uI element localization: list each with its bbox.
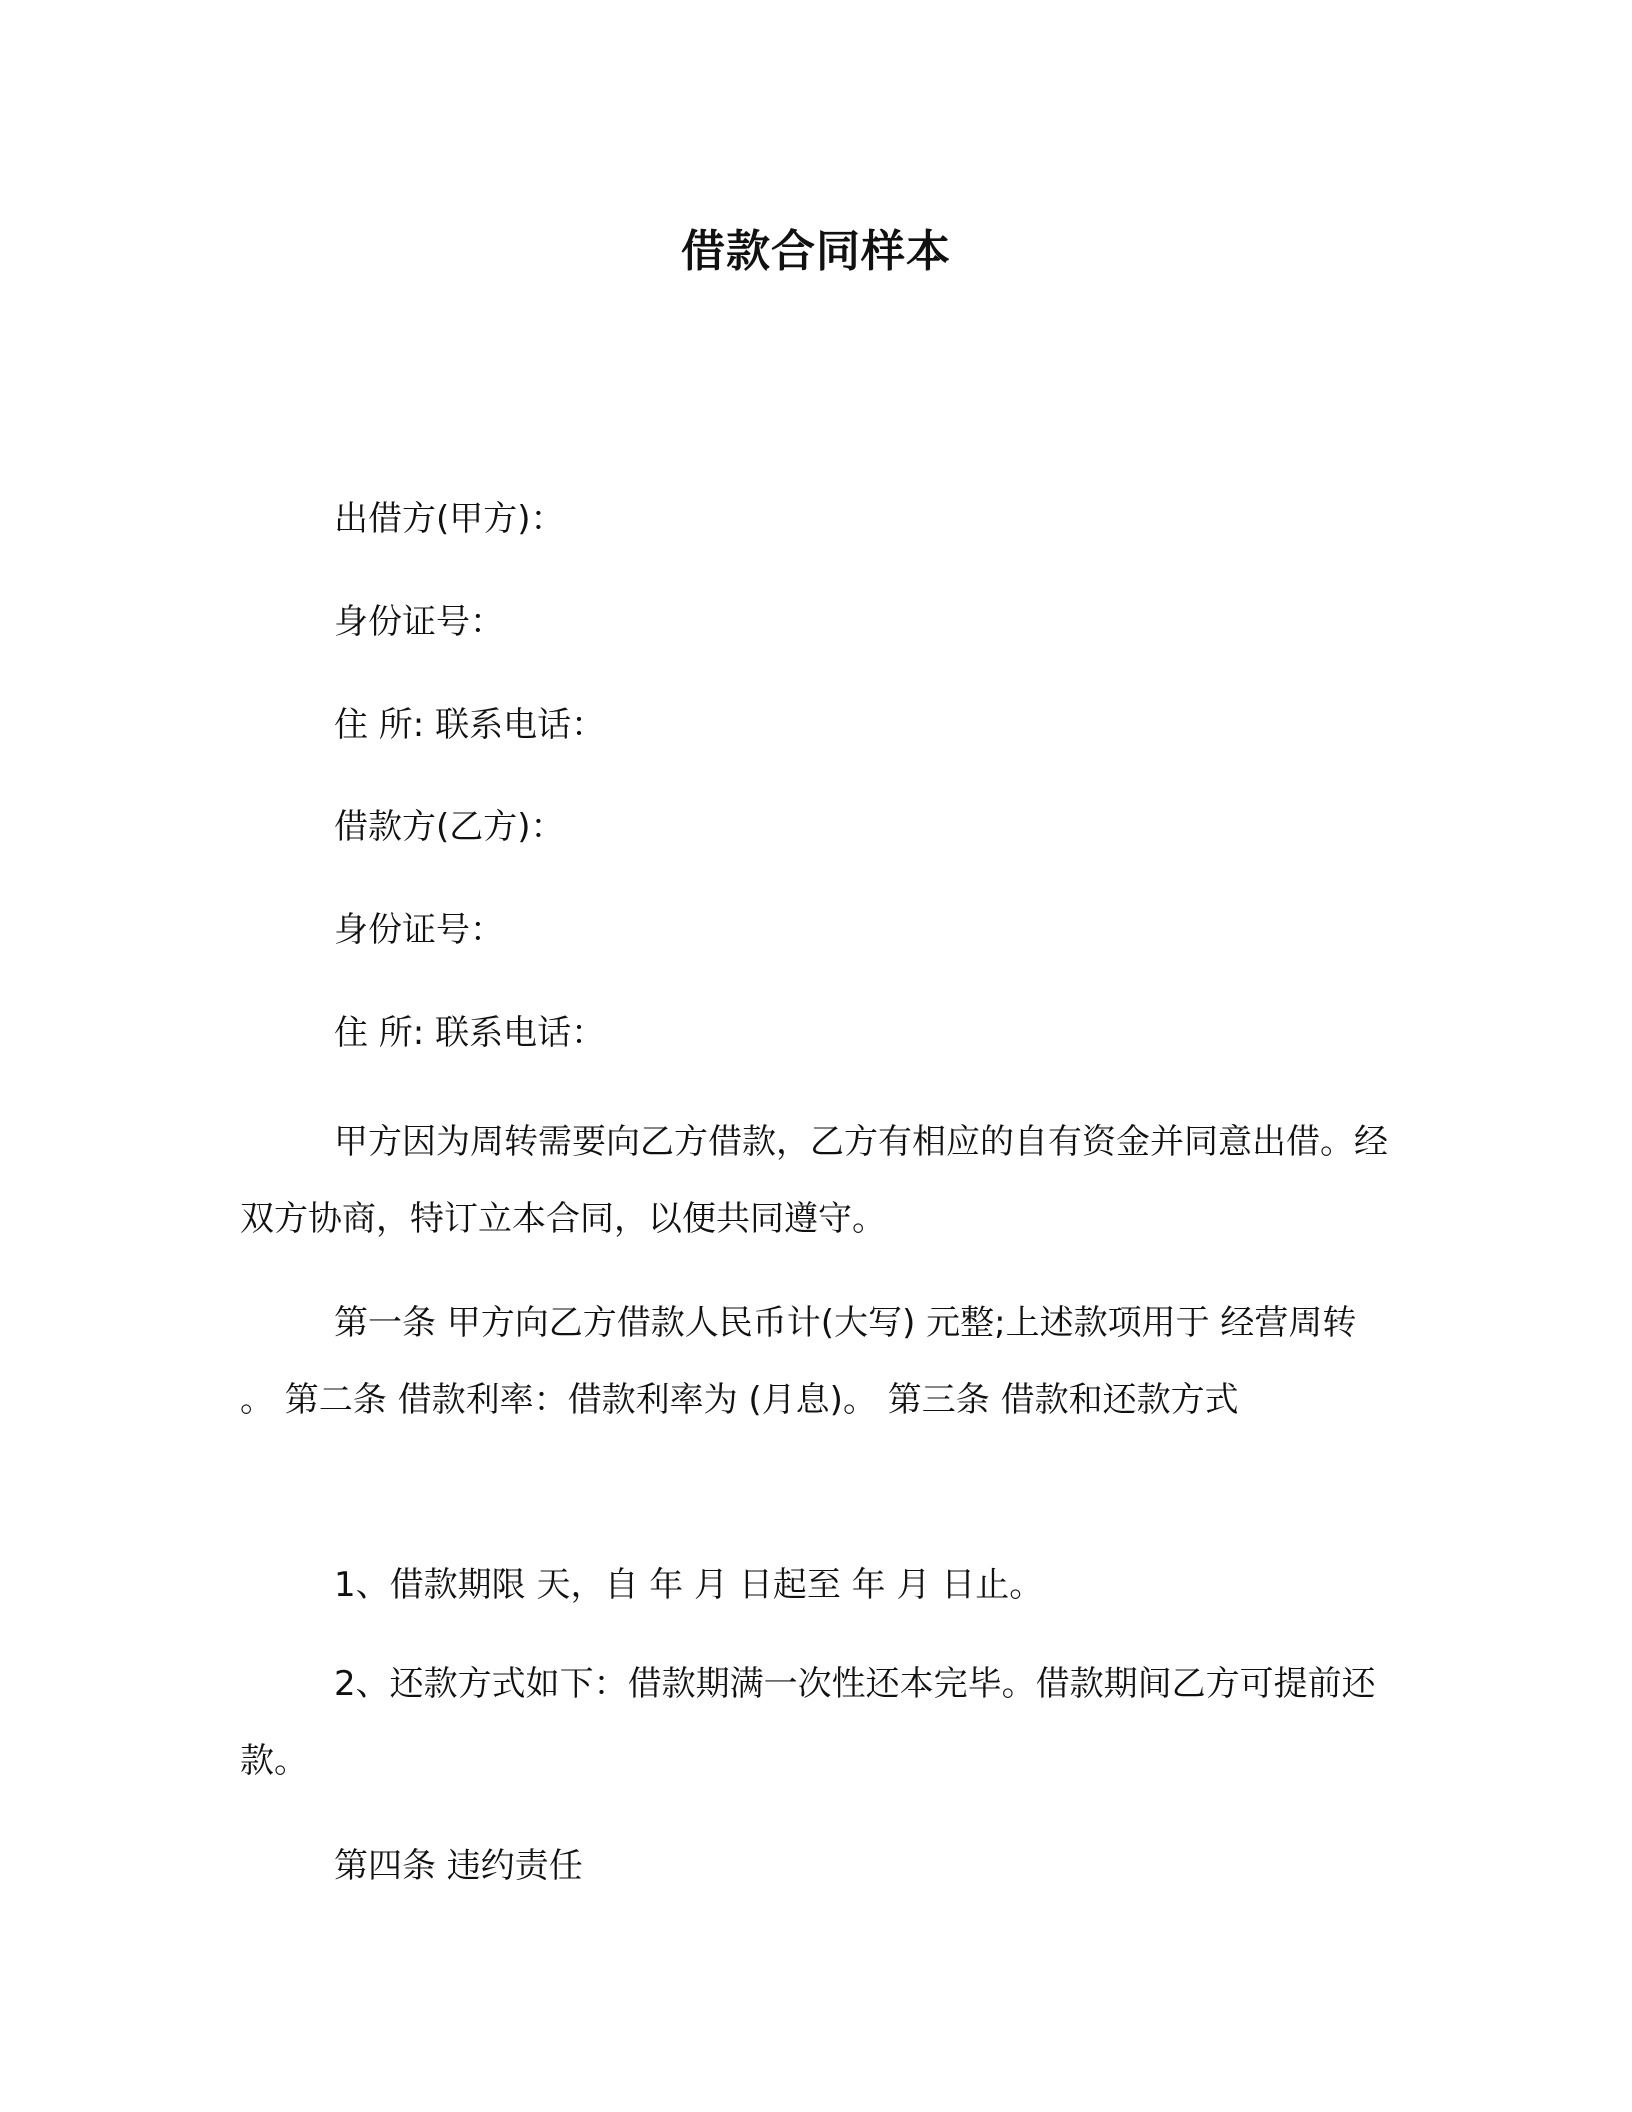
clause-1-paragraph: 1、借款期限 天，自 年 月 日起至 年 月 日止。 (334, 1565, 1044, 1605)
party-a-id-label: 身份证号： (334, 602, 504, 642)
party-a-address-label: 住 所: 联系电话： (334, 705, 606, 745)
document-title: 借款合同样本 (681, 226, 951, 277)
party-b-id-label: 身份证号： (334, 910, 504, 950)
party-a-label: 出借方(甲方)： (334, 499, 565, 539)
party-b-label: 借款方(乙方)： (334, 807, 565, 847)
party-b-address-label: 住 所: 联系电话： (334, 1013, 606, 1053)
article-4-heading: 第四条 违约责任 (334, 1846, 583, 1886)
preamble-paragraph: 甲方因为周转需要向乙方借款，乙方有相应的自有资金并同意出借。经双方协商，特订立本合同，以便共同遵守。 (240, 1122, 1388, 1239)
clause-2-paragraph: 2、还款方式如下：借款期满一次性还本完毕。借款期间乙方可提前还款。 (240, 1664, 1376, 1781)
articles-1-3-paragraph: 第一条 甲方向乙方借款人民币计(大写) 元整;上述款项用于 经营周转 。 第二条 借款利率：借款利率为 (月息)。 第三条 借款和还款方式 (240, 1303, 1357, 1420)
